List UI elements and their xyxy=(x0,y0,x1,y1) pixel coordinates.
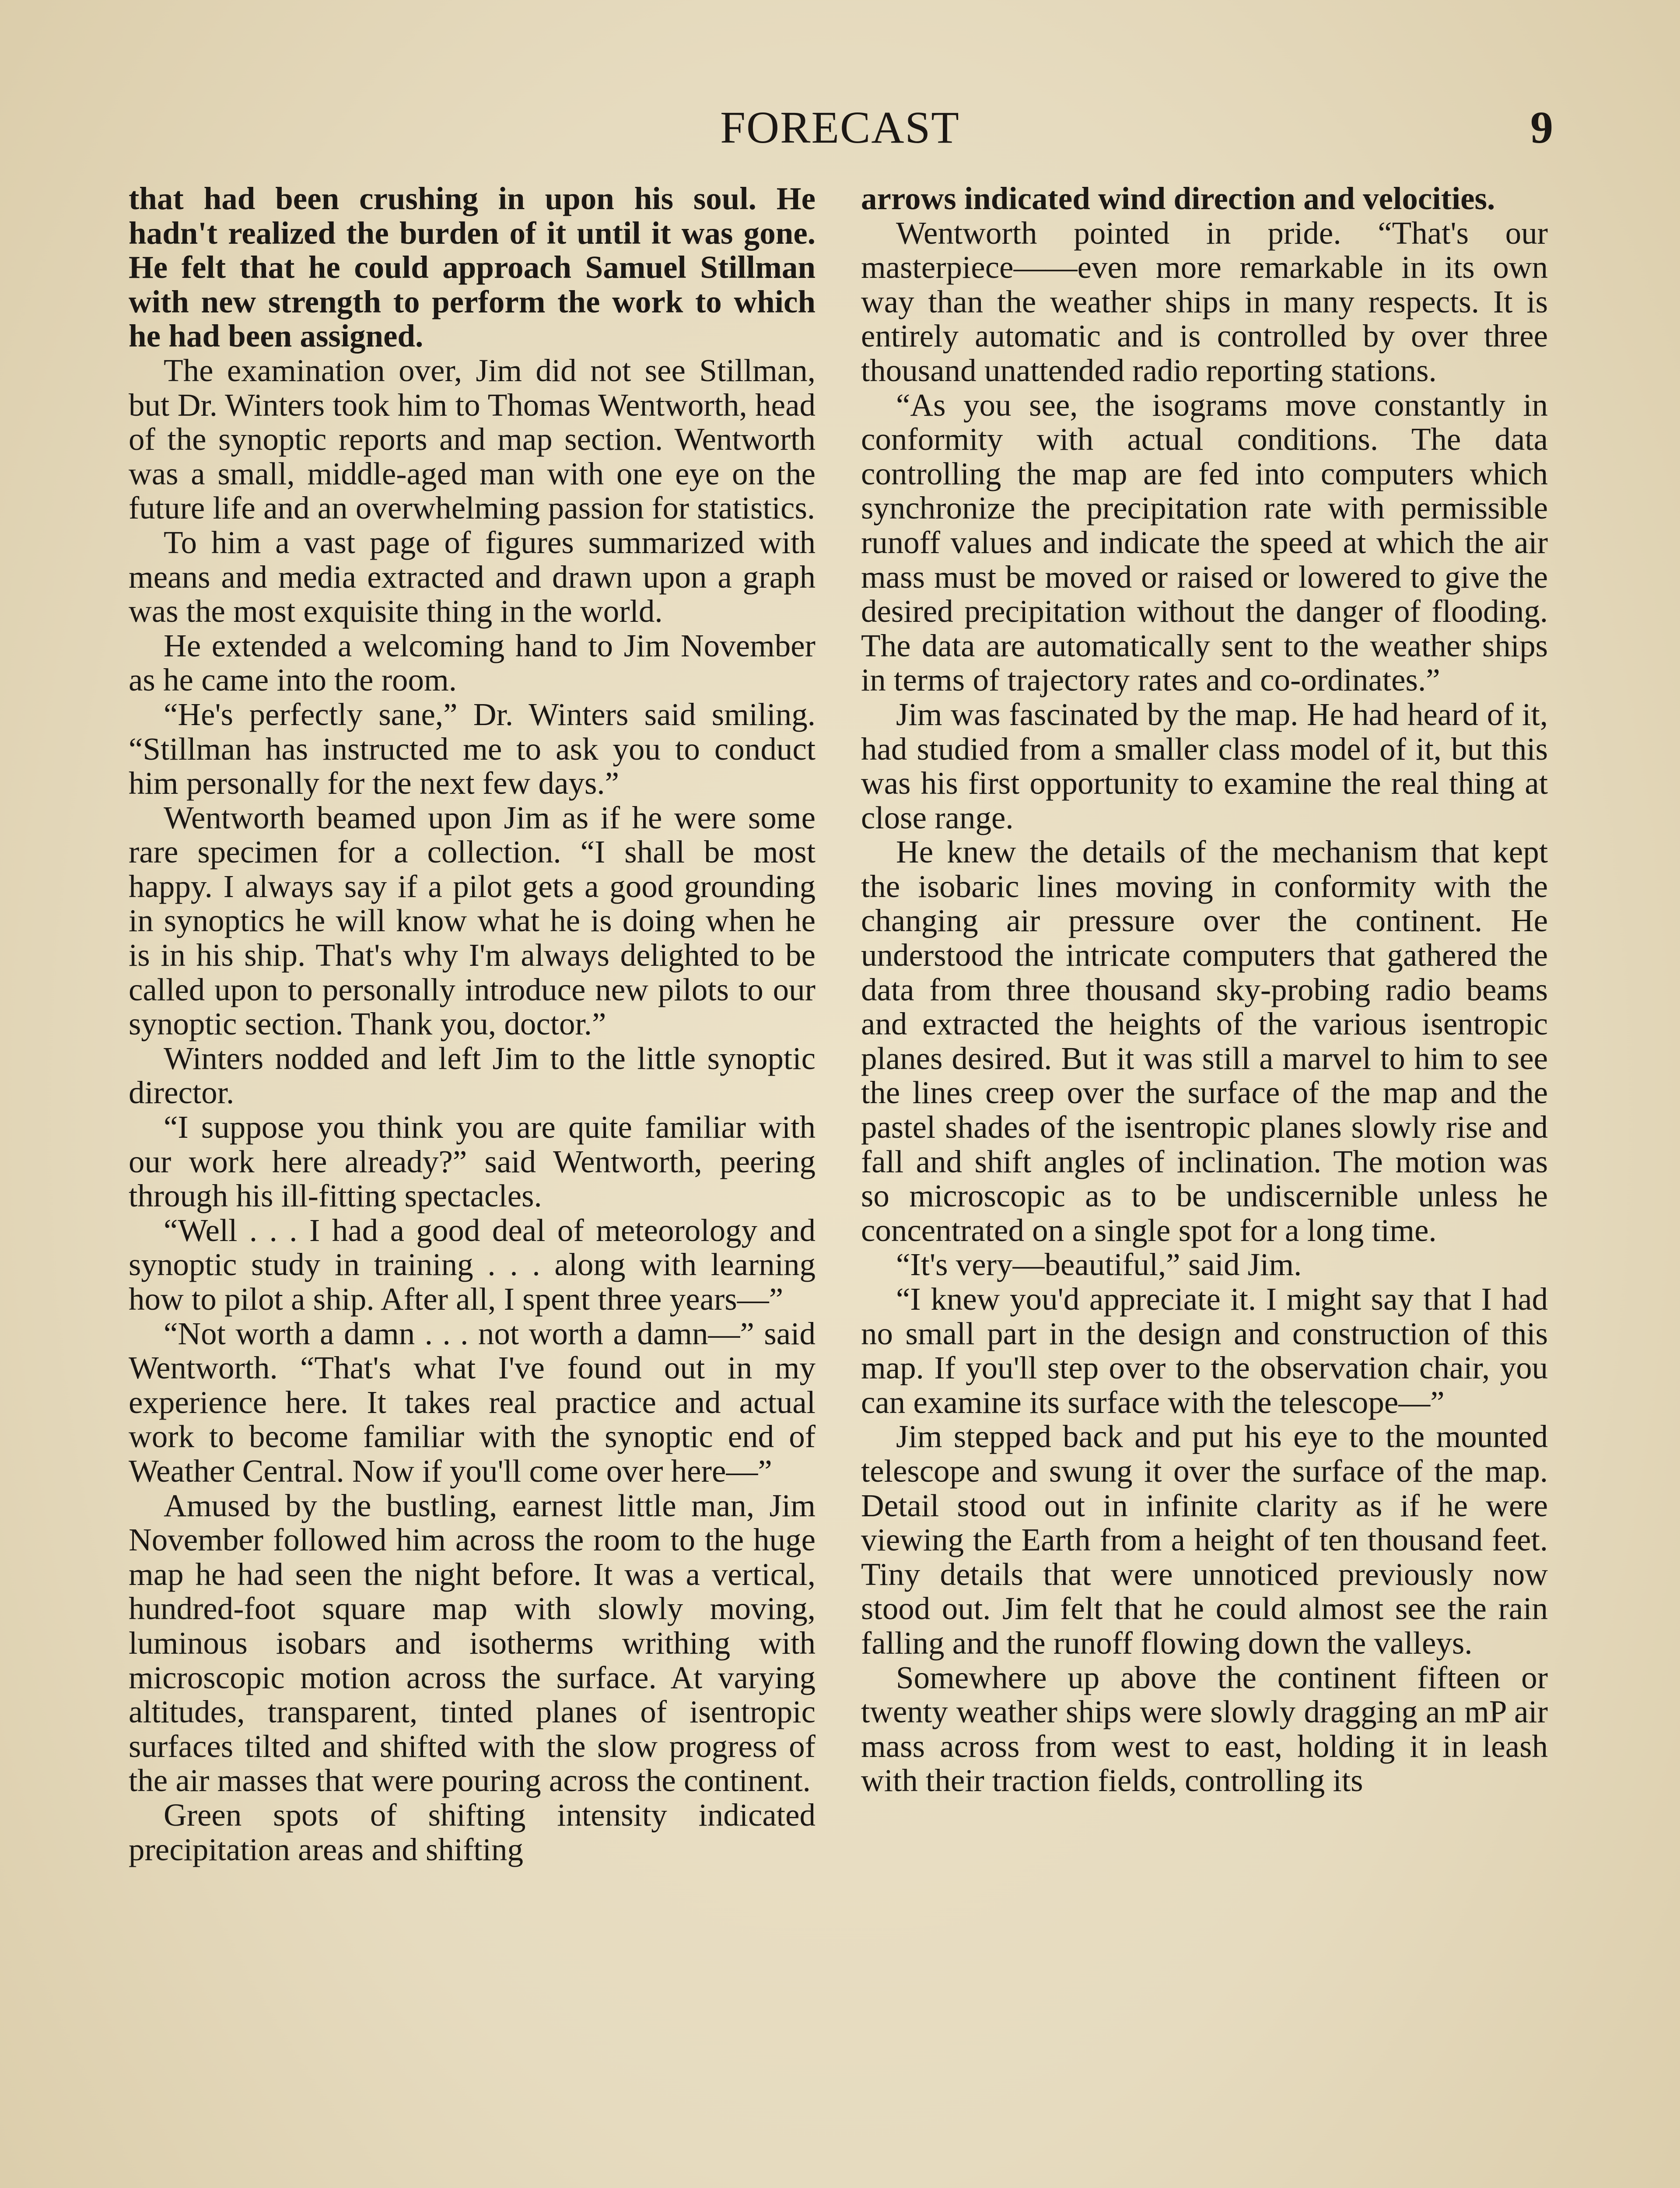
paragraph: Green spots of shifting intensity indicated precipitation areas and shifting xyxy=(129,1797,816,1867)
paragraph: He knew the details of the mechanism that kept the isobaric lines moving in conformity with the changing air pressure over the continent. He understood the intricate computers that gathered the data from three thousand sky-probing radio beams and extracted the heights of the various isentropic planes desired. But it was still a marvel to him to see the lines creep over the surface of the map and the pastel shades of the isentropic planes slowly rise and fall and shift angles of inclination. The motion was so microscopic as to be undiscernible unless he concentrated on a single spot for a long time. xyxy=(861,834,1548,1248)
paragraph: “It's very—beautiful,” said Jim. xyxy=(896,1247,1302,1283)
paragraph: Somewhere up above the continent fifteen or twenty weather ships were slowly dragging an mP air mass across from west to east, holding it in leash with their traction fields, controlling its xyxy=(861,1659,1548,1799)
page-header xyxy=(0,102,1680,158)
right-column xyxy=(861,182,1548,1798)
paragraph: He extended a welcoming hand to Jim November as he came into the room. xyxy=(129,628,816,698)
paragraph: Winters nodded and left Jim to the little synoptic director. xyxy=(129,1040,816,1111)
paragraph: Wentworth beamed upon Jim as if he were some rare specimen for a collection. “I shall be most happy. I always say if a pilot gets a good grounding in synoptics he will know what he is doing when he is in his ship. That's why I'm always delighted to be called upon to personally introduce new pilots to our synoptic section. Thank you, doctor.” xyxy=(129,799,816,1042)
paragraph: To him a vast page of figures summarized with means and media extracted and drawn upon a graph was the most exquisite thing in the world. xyxy=(129,524,816,629)
page-number: 9 xyxy=(1530,102,1553,153)
running-head: FORECAST xyxy=(720,102,960,153)
paragraph: “Not worth a damn . . . not worth a damn—” said Wentworth. “That's what I've found out in my experience here. It takes real practice and actual work to become familiar with the synoptic end of Weather Central. Now if you'll come over here—” xyxy=(129,1315,816,1489)
paragraph: “I suppose you think you are quite familiar with our work here already?” said Wentworth, peering through his ill-fitting spectacles. xyxy=(129,1109,816,1214)
paragraph: arrows indicated wind direction and velocities. xyxy=(861,181,1495,216)
paragraph: “Well . . . I had a good deal of meteorology and synoptic study in training . . . along with learning how to pilot a ship. After all, I spent three years—” xyxy=(129,1212,816,1317)
paragraph: Jim was fascinated by the map. He had heard of it, had studied from a smaller class model of it, but this was his first opportunity to examine the real thing at close range. xyxy=(861,696,1548,835)
paragraph: “As you see, the isograms move constantly in conformity with actual conditions. The data controlling the map are fed into computers which synchronize the precipitation rate with permissible runoff values and indicate the speed at which the air mass must be moved or raised or lowered to give the desired precipitation without the danger of flooding. The data are automatically sent to the weather ships in terms of trajectory rates and co-ordinates.” xyxy=(861,387,1548,698)
paragraph: The examination over, Jim did not see Stillman, but Dr. Winters took him to Thomas Wentworth, head of the synoptic reports and map section. Wentworth was a small, middle-aged man with one eye on the future life and an overwhelming passion for statistics. xyxy=(129,352,816,526)
left-column xyxy=(129,182,816,1867)
paragraph: Amused by the bustling, earnest little man, Jim November followed him across the room to the huge map he had seen the night before. It was a vertical, hundred-foot square map with slowly moving, luminous isobars and isotherms writhing with microscopic motion across the surface. At varying altitudes, transparent, tinted planes of isentropic surfaces tilted and shifted with the slow progress of the air masses that were pouring across the continent. xyxy=(129,1487,816,1799)
paragraph: Jim stepped back and put his eye to the mounted telescope and swung it over the surface of the map. Detail stood out in infinite clarity as if he were viewing the Earth from a height of ten thousand feet. Tiny details that were unnoticed previously now stood out. Jim felt that he could almost see the rain falling and the runoff flowing down the valleys. xyxy=(861,1419,1548,1661)
paragraph: “He's perfectly sane,” Dr. Winters said smiling. “Stillman has instructed me to ask you to conduct him personally for the next few days.” xyxy=(129,696,816,801)
paragraph: “I knew you'd appreciate it. I might say that I had no small part in the design and construction of this map. If you'll step over to the observation chair, you can examine its surface with the telescope—” xyxy=(861,1281,1548,1420)
paragraph: that had been crushing in upon his soul. He hadn't realized the burden of it until it was gone. He felt that he could approach Samuel Stillman with new strength to perform the work to which he had been assigned. xyxy=(129,181,816,354)
paragraph: Wentworth pointed in pride. “That's our masterpiece——even more remarkable in its own way than the weather ships in many respects. It is entirely automatic and is controlled by over three thousand unattended radio reporting stations. xyxy=(861,215,1548,388)
